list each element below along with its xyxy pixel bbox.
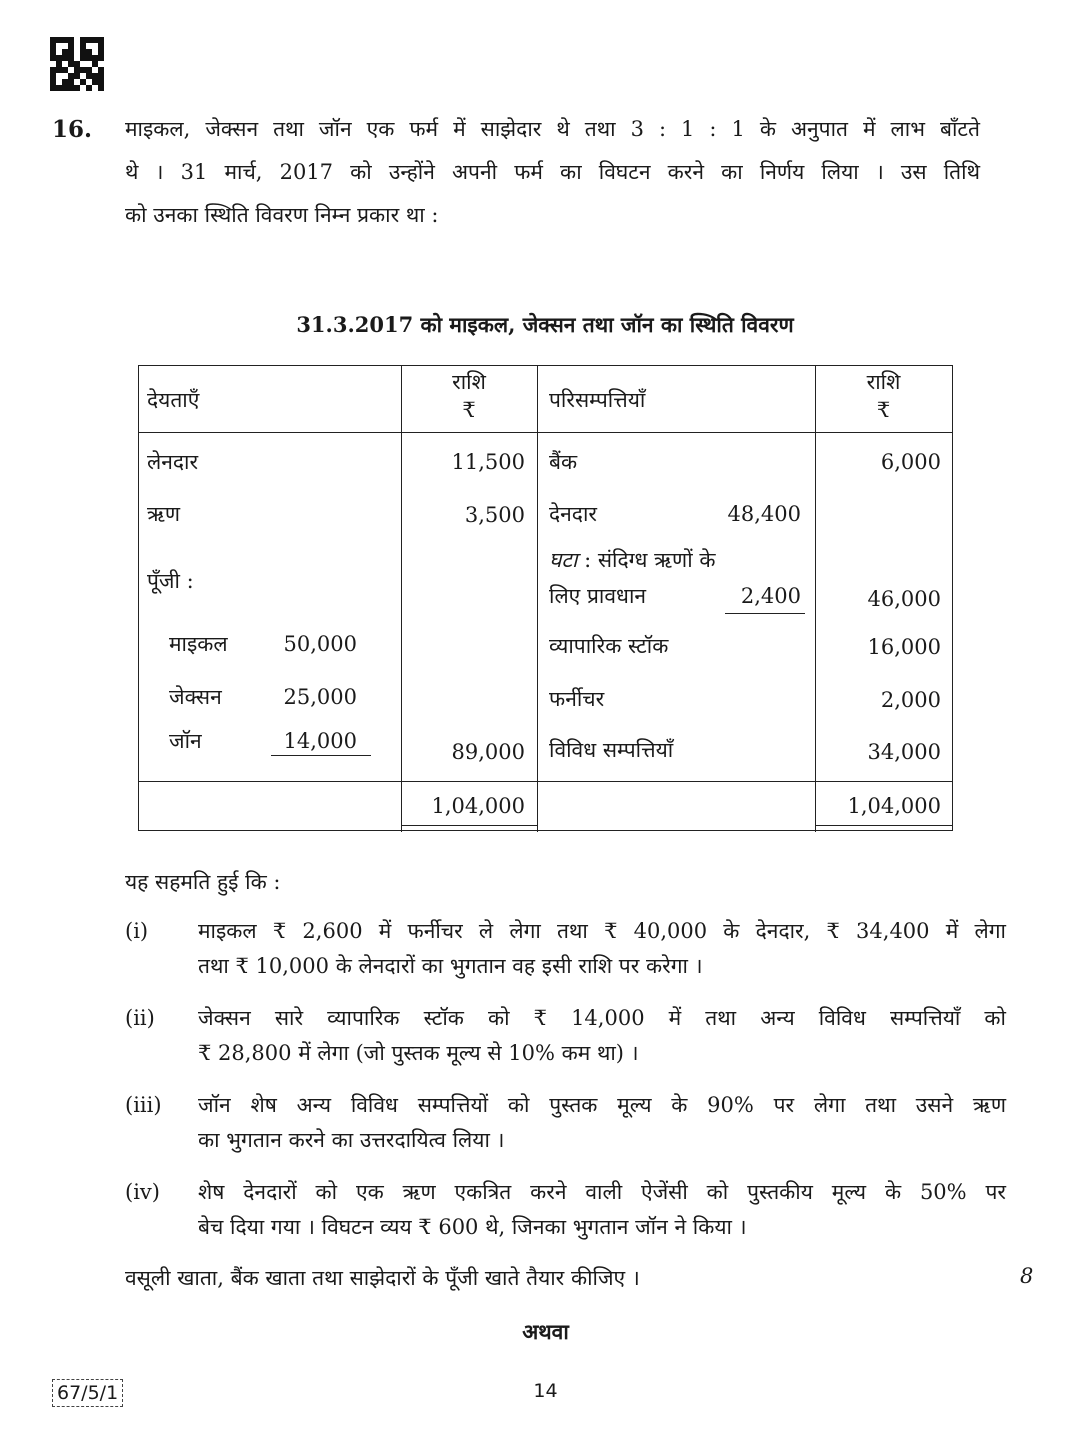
condition-number: (iii) <box>125 1093 162 1117</box>
condition-text <box>198 1175 1006 1245</box>
page-number: 14 <box>533 1380 558 1402</box>
question-line: थे । 31 मार्च, 2017 को उन्होंने अपनी फर्म का विघटन करने का निर्णय लिया । उस तिथि <box>125 160 980 184</box>
furniture-label: फर्नीचर <box>549 687 605 711</box>
partner-capital: 25,000 <box>283 685 357 709</box>
stock-label: व्यापारिक स्टॉक <box>549 634 669 658</box>
sundry-assets-label: विविध सम्पत्तियाँ <box>549 738 674 762</box>
or-label: अथवा <box>522 1319 569 1344</box>
condition-number: (iv) <box>125 1180 160 1204</box>
assets-header: परिसम्पत्तियाँ <box>549 388 646 412</box>
debtors-label: देनदार <box>549 502 597 526</box>
condition-line: माइकल ₹ 2,600 में फर्नीचर ले लेगा तथा ₹ 40,000 के देनदार, ₹ 34,400 में लेगा <box>198 919 1006 943</box>
provision-amount: 2,400 <box>740 584 801 608</box>
instruction: वसूली खाता, बैंक खाता तथा साझेदारों के पूँजी खाते तैयार कीजिए । <box>125 1266 640 1290</box>
question-number: 16. <box>52 116 93 143</box>
condition-line: ₹ 28,800 में लेगा (जो पुस्तक मूल्य से 10% कम था) । <box>198 1041 639 1065</box>
sundry-assets-amount: 34,000 <box>867 740 941 764</box>
agreement-intro: यह सहमति हुई कि : <box>125 870 281 894</box>
liabilities-header: देयताएँ <box>147 388 200 412</box>
currency-symbol: ₹ <box>462 398 476 422</box>
bank-label: बैंक <box>549 450 578 474</box>
total-double-rule <box>815 825 952 826</box>
total-assets: 1,04,000 <box>847 794 941 818</box>
condition-line: का भुगतान करने का उत्तरदायित्व लिया । <box>198 1128 505 1152</box>
header-divider <box>139 432 952 433</box>
provision-label: लिए प्रावधान <box>549 584 647 608</box>
balance-sheet-title: 31.3.2017 को माइकल, जेक्सन तथा जॉन का स्थिति विवरण <box>296 312 794 337</box>
condition-text <box>198 914 1006 984</box>
provision-line <box>549 546 715 574</box>
balance-sheet-table <box>138 365 953 831</box>
paper-code: 67/5/1 <box>52 1379 123 1407</box>
condition-line: तथा ₹ 10,000 के लेनदारों का भुगतान वह इसी राशि पर करेगा । <box>198 954 703 978</box>
marks: 8 <box>1020 1264 1034 1288</box>
subtotal-underline <box>271 755 371 756</box>
loan-label: ऋण <box>147 502 181 526</box>
qr-code <box>50 37 104 91</box>
loan-amount: 3,500 <box>464 503 525 527</box>
question-text <box>125 108 980 237</box>
provision-text: : संदिग्ध ऋणों के <box>577 548 716 572</box>
qr-module <box>98 85 104 91</box>
partner-name: माइकल <box>169 632 228 656</box>
question-line: को उनका स्थिति विवरण निम्न प्रकार था : <box>125 203 439 227</box>
furniture-amount: 2,000 <box>880 688 941 712</box>
partner-capital: 14,000 <box>283 729 357 753</box>
debtors-gross: 48,400 <box>727 502 801 526</box>
capital-label: पूँजी : <box>147 569 194 593</box>
subtotal-underline <box>725 613 805 614</box>
partner-name: जॉन <box>169 729 202 753</box>
amount-header: राशि <box>866 370 901 394</box>
column-divider <box>537 366 538 832</box>
condition-number: (ii) <box>125 1006 155 1030</box>
capital-total: 89,000 <box>451 740 525 764</box>
stock-amount: 16,000 <box>867 635 941 659</box>
condition-text <box>198 1088 1006 1158</box>
creditors-label: लेनदार <box>147 450 199 474</box>
amount-header: राशि <box>452 370 486 394</box>
condition-text <box>198 1001 1006 1071</box>
less-prefix: घटा <box>549 548 578 572</box>
condition-number: (i) <box>125 919 149 943</box>
bank-amount: 6,000 <box>880 450 941 474</box>
total-double-rule <box>401 825 537 826</box>
total-liabilities: 1,04,000 <box>431 794 525 818</box>
question-line: माइकल, जेक्सन तथा जॉन एक फर्म में साझेदार थे तथा 3 : 1 : 1 के अनुपात में लाभ बाँटते <box>125 117 980 141</box>
condition-line: शेष देनदारों को एक ऋण एकत्रित करने वाली ऐजेंसी को पुस्तकीय मूल्य के 50% पर <box>198 1180 1006 1204</box>
condition-line: जॉन शेष अन्य विविध सम्पत्तियों को पुस्तक मूल्य के 90% पर लेगा तथा उसने ऋण <box>198 1093 1006 1117</box>
partner-capital: 50,000 <box>283 632 357 656</box>
net-debtors-amount: 46,000 <box>867 587 941 611</box>
total-divider <box>139 781 952 782</box>
creditors-amount: 11,500 <box>451 450 525 474</box>
currency-symbol: ₹ <box>876 398 891 422</box>
condition-line: बेच दिया गया । विघटन व्यय ₹ 600 थे, जिनका भुगतान जॉन ने किया । <box>198 1215 747 1239</box>
partner-name: जेक्सन <box>169 685 222 709</box>
condition-line: जेक्सन सारे व्यापारिक स्टॉक को ₹ 14,000 में तथा अन्य विविध सम्पत्तियाँ को <box>198 1006 1006 1030</box>
